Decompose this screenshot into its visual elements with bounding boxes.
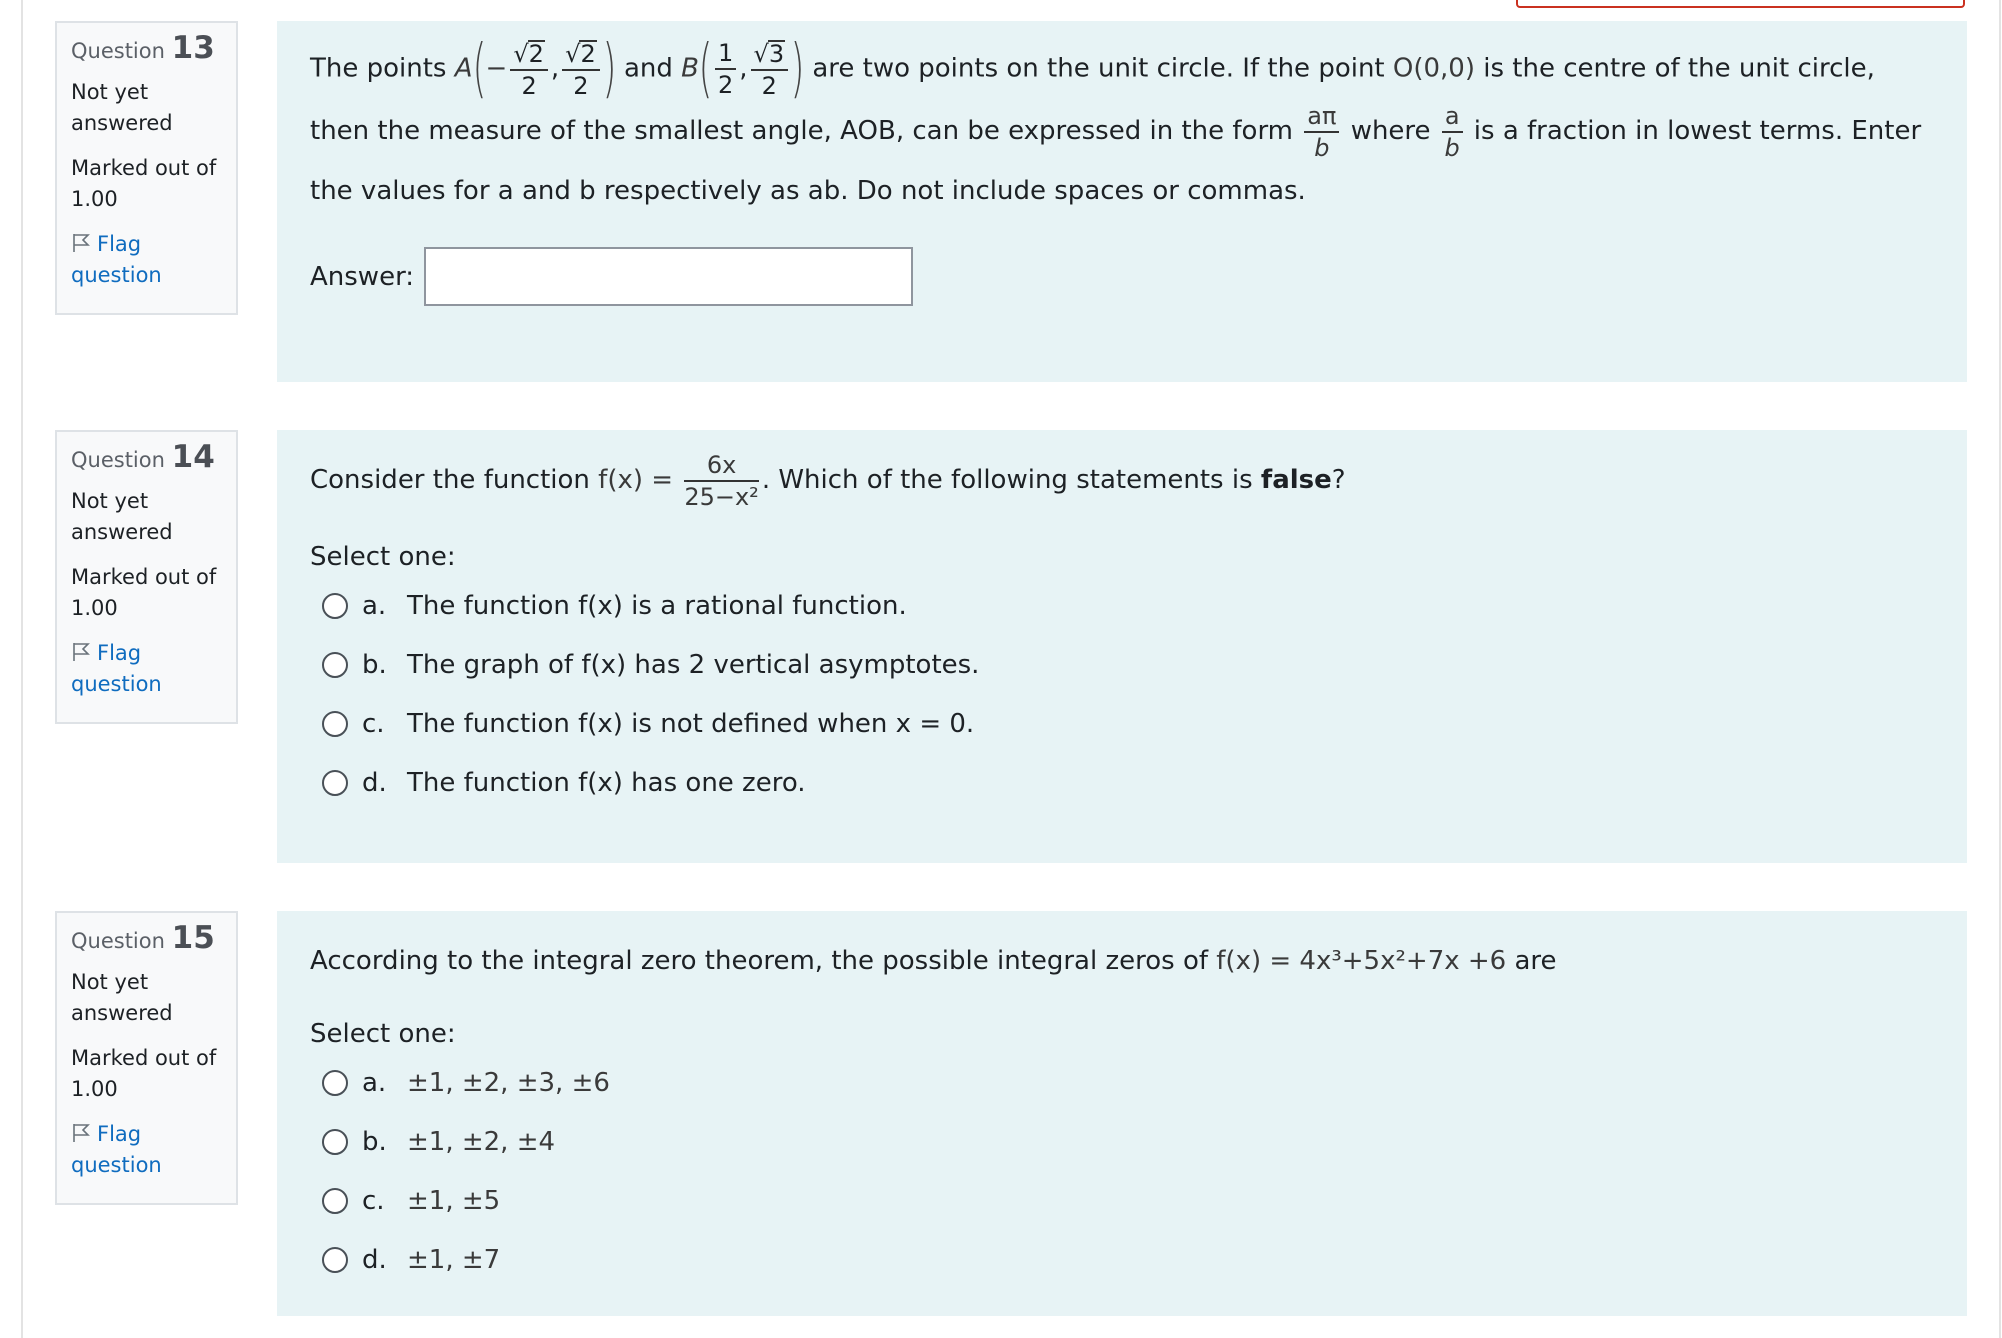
question-mark: ?: [1331, 465, 1346, 495]
option-text: ±1, ±2, ±3, ±6: [407, 1067, 610, 1098]
question-number: [71, 30, 222, 67]
flag-icon: [71, 233, 91, 253]
option-b[interactable]: [310, 1112, 1934, 1171]
question-state: Not yet answered: [71, 970, 173, 1025]
option-text: ±1, ±7: [407, 1244, 501, 1275]
option-letter: b.: [362, 1126, 387, 1157]
option-letter: c.: [362, 708, 385, 739]
radicand: 3: [768, 40, 785, 68]
denominator: b: [1314, 133, 1330, 162]
fraction-root3-over-2: $\frac{√3}{2}$: [751, 40, 789, 98]
option-text: The function f(x) is not defined when x = 0.: [407, 708, 975, 739]
minus-sign: −: [485, 53, 508, 84]
fraction-function: [684, 450, 759, 511]
fraction-root2-over-2: $\frac{√2}{2}$: [510, 40, 548, 98]
option-text: ±1, ±5: [407, 1185, 501, 1216]
numerator: 6x: [684, 453, 758, 482]
question-text-after: . Which of the following statements is: [761, 465, 1253, 495]
option-letter: a.: [362, 590, 387, 621]
question-number-value: 15: [171, 920, 215, 956]
question-content-15: [277, 911, 1967, 1316]
select-one-label: Select one:: [310, 542, 456, 572]
flag-question-link[interactable]: [71, 638, 222, 700]
answer-input[interactable]: [424, 247, 913, 306]
flag-question-link[interactable]: [71, 1119, 222, 1181]
and-text: and: [623, 53, 673, 84]
option-d[interactable]: [310, 1230, 1934, 1289]
option-a[interactable]: [310, 576, 1934, 635]
question-number: [71, 920, 222, 957]
function-expression: f(x) =: [598, 465, 674, 495]
answer-label: Answer:: [310, 261, 415, 292]
denominator: 2: [573, 72, 589, 100]
origin-point: O(0,0): [1392, 53, 1475, 84]
where-text: where: [1350, 116, 1431, 146]
question-info-13: [55, 21, 238, 315]
numerator: a: [1442, 104, 1463, 133]
option-text: ±1, ±2, ±4: [407, 1126, 556, 1157]
question-state: Not yet answered: [71, 80, 173, 135]
question-info-14: [55, 430, 238, 724]
option-d[interactable]: [310, 753, 1934, 812]
question-text: The points A(− $\frac{√2}{2}$ , $\frac{√2}{2}$ ) and B( $\frac{1}{2}$ , $\frac{√3}{2}$ ) are two points on the unit circle. If the point O(0,0) is the centre of the unit circle, then the measure of the smallest angle, AOB, can be expressed in the form $\frac{a\pi}{b}$ where $\frac{a}{b}$ is a fraction in lowest terms. Enter the values for a and b respectively as ab. Do not include spaces or commas.: [310, 32, 1922, 206]
emphasis-word: false: [1260, 465, 1332, 495]
question-label: Question: [71, 929, 165, 953]
question-info-15: [55, 911, 238, 1205]
question-grade: Marked out of 1.00: [71, 565, 217, 620]
radio-button[interactable]: [322, 652, 348, 678]
option-text: The function f(x) is a rational function.: [407, 590, 907, 621]
question-grade: Marked out of 1.00: [71, 156, 217, 211]
radicand: 2: [528, 40, 544, 68]
option-letter: c.: [362, 1185, 385, 1216]
question-text-end: is a fraction in lowest terms. Enter the values for a and b respectively as ab. Do not include spaces or commas.: [310, 116, 1922, 206]
fraction-root2-over-2: $\frac{√2}{2}$: [562, 40, 600, 98]
paren-close: ): [602, 32, 617, 106]
radio-button[interactable]: [322, 770, 348, 796]
denominator: 2: [761, 72, 777, 100]
radio-button[interactable]: [322, 1129, 348, 1155]
option-a[interactable]: [310, 1053, 1934, 1112]
question-text: [310, 935, 1934, 987]
question-text-rest: is the centre of the unit circle, then the measure of the smallest angle, AOB, can be expressed in the form: [310, 53, 1875, 146]
question-grade: Marked out of 1.00: [71, 1046, 217, 1101]
question-number: [71, 439, 222, 476]
fraction-api-over-b: [1304, 101, 1339, 162]
option-letter: d.: [362, 767, 387, 798]
numerator: 1: [715, 41, 736, 70]
question-text-intro: Consider the function: [310, 465, 590, 495]
flag-icon: [71, 1123, 91, 1143]
flag-icon: [71, 642, 91, 662]
option-letter: a.: [362, 1067, 387, 1098]
question-label: Question: [71, 39, 165, 63]
radio-button[interactable]: [322, 1188, 348, 1214]
option-letter: b.: [362, 649, 387, 680]
flag-question-link[interactable]: [71, 229, 222, 291]
function-expression: f(x) = 4x³+5x²+7x +6: [1216, 946, 1507, 976]
question-text-intro: The points: [310, 53, 447, 84]
numerator: aπ: [1304, 104, 1339, 133]
question-state: Not yet answered: [71, 489, 173, 544]
radicand: 2: [580, 40, 596, 68]
question-content-13: [277, 21, 1967, 382]
radio-button[interactable]: [322, 711, 348, 737]
question-text: [310, 450, 1934, 510]
option-text: The function f(x) has one zero.: [407, 767, 806, 798]
question-number-value: 13: [171, 30, 215, 66]
question-text-mid: are two points on the unit circle. If the point: [812, 53, 1385, 84]
select-one-label: Select one:: [310, 1019, 456, 1049]
fraction-a-over-b: [1442, 101, 1463, 162]
denominator: b: [1444, 133, 1460, 162]
options-list: [310, 576, 1934, 812]
option-c[interactable]: [310, 1171, 1934, 1230]
paren-open: (: [472, 32, 486, 106]
denominator: 2: [717, 71, 734, 99]
question-number-value: 14: [171, 439, 215, 475]
option-b[interactable]: [310, 635, 1934, 694]
alert-box: [1516, 0, 1965, 8]
question-text-intro: According to the integral zero theorem, the possible integral zeros of: [310, 946, 1209, 976]
radio-button[interactable]: [322, 1070, 348, 1096]
point-b-label: B: [681, 53, 699, 84]
option-c[interactable]: [310, 694, 1934, 753]
point-a-label: A: [454, 53, 473, 84]
denominator: 2: [521, 72, 537, 100]
options-list: [310, 1053, 1934, 1289]
flag-question-label: Flag question: [71, 641, 162, 696]
question-content-14: [277, 430, 1967, 863]
option-text: The graph of f(x) has 2 vertical asymptotes.: [407, 649, 980, 680]
answer-row: [310, 247, 1934, 306]
radio-button[interactable]: [322, 593, 348, 619]
option-letter: d.: [362, 1244, 387, 1275]
denominator: 25−x²: [684, 482, 759, 511]
flag-question-label: Flag question: [71, 1122, 162, 1177]
fraction-1-over-2: [715, 41, 736, 97]
paren-close: ): [790, 32, 805, 106]
question-text-after: are: [1514, 946, 1557, 976]
question-label: Question: [71, 448, 165, 472]
flag-question-label: Flag question: [71, 232, 162, 287]
radio-button[interactable]: [322, 1247, 348, 1273]
paren-open: (: [698, 32, 713, 106]
